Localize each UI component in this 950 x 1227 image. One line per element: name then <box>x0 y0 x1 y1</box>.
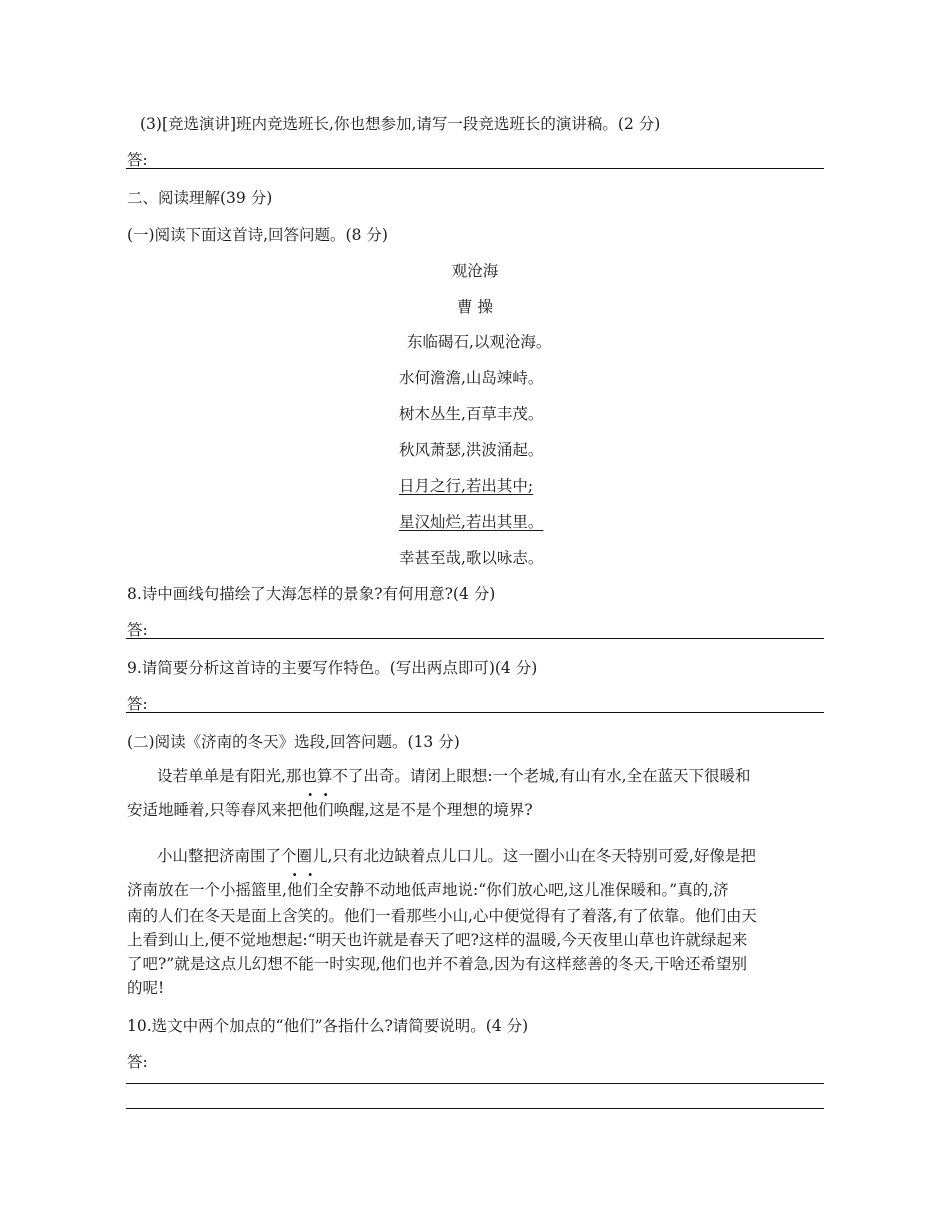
passage-line: 的呢! <box>127 979 165 997</box>
q9-prompt: 9.请简要分析这首诗的主要写作特色。(写出两点即可)(4 分) <box>127 659 538 677</box>
answer-line <box>126 168 824 169</box>
part1-heading: (一)阅读下面这首诗,回答问题。(8 分) <box>127 226 388 244</box>
q10-answer-label: 答: <box>127 1053 148 1071</box>
poem-author: 曹 操 <box>457 298 493 316</box>
answer-line <box>126 638 824 639</box>
answer-line <box>126 1108 824 1109</box>
emphasis-dot-char: 们 <box>317 801 334 819</box>
passage-line: 南的人们在冬天是面上含笑的。他们一看那些小山,心中便觉得有了着落,有了依靠。他们由天 <box>127 907 757 925</box>
poem-line: 水何澹澹,山岛竦峙。 <box>399 369 544 387</box>
passage-line: 上看到山上,便不觉地想起:“明天也许就是春天了吧?这样的温暖,今天夜里山草也许就绿起来 <box>127 931 748 949</box>
poem-line: 东临碣石,以观沧海。 <box>407 333 552 351</box>
passage-line: 设若单单是有阳光,那也算不了出奇。请闭上眼想:一个老城,有山有水,全在蓝天下很暖和 <box>157 767 751 785</box>
part2-heading: (二)阅读《济南的冬天》选段,回答问题。(13 分) <box>127 733 460 751</box>
answer-line <box>126 712 824 713</box>
passage-line: 了吧?”就是这点儿幻想不能一时实现,他们也并不着急,因为有这样慈善的冬天,干啥还希望别 <box>127 955 748 973</box>
q9-answer-label: 答: <box>127 695 148 713</box>
passage-line: 安适地睡着,只等春风来把他们唤醒,这是不是个理想的境界? <box>127 801 533 819</box>
q7-3-answer-label: 答: <box>127 151 148 169</box>
section-title: 二、阅读理解(39 分) <box>127 189 273 207</box>
poem-title: 观沧海 <box>451 262 499 280</box>
answer-line <box>126 1083 824 1084</box>
emphasis-dot-char: 他 <box>286 881 303 899</box>
poem-line-underlined: 星汉灿烂,若出其里。 <box>399 513 544 531</box>
poem-line-underlined: 日月之行,若出其中; <box>399 477 534 495</box>
emphasis-dot-char: 他 <box>302 801 318 819</box>
poem-line: 秋风萧瑟,洪波涌起。 <box>399 441 544 459</box>
poem-line: 幸甚至哉,歌以咏志。 <box>399 549 544 567</box>
passage-line: 济南放在一个小摇篮里,他们全安静不动地低声地说:“你们放心吧,这儿准保暖和。”真的,济 <box>127 881 729 899</box>
q8-prompt: 8.诗中画线句描绘了大海怎样的景象?有何用意?(4 分) <box>127 585 496 603</box>
passage-paragraph-1 <box>127 766 827 820</box>
q8-answer-label: 答: <box>127 621 148 639</box>
poem-line: 树木丛生,百草丰茂。 <box>399 405 544 423</box>
passage-paragraph-2 <box>127 846 827 998</box>
q10-prompt: 10.选文中两个加点的“他们”各指什么?请简要说明。(4 分) <box>127 1017 529 1035</box>
emphasis-dot-char: 们 <box>302 881 318 899</box>
q7-3-prompt: (3)[竞选演讲]班内竞选班长,你也想参加,请写一段竞选班长的演讲稿。(2 分) <box>140 115 661 133</box>
passage-line: 小山整把济南围了个圈儿,只有北边缺着点儿口儿。这一圈小山在冬天特别可爱,好像是把 <box>157 847 756 865</box>
